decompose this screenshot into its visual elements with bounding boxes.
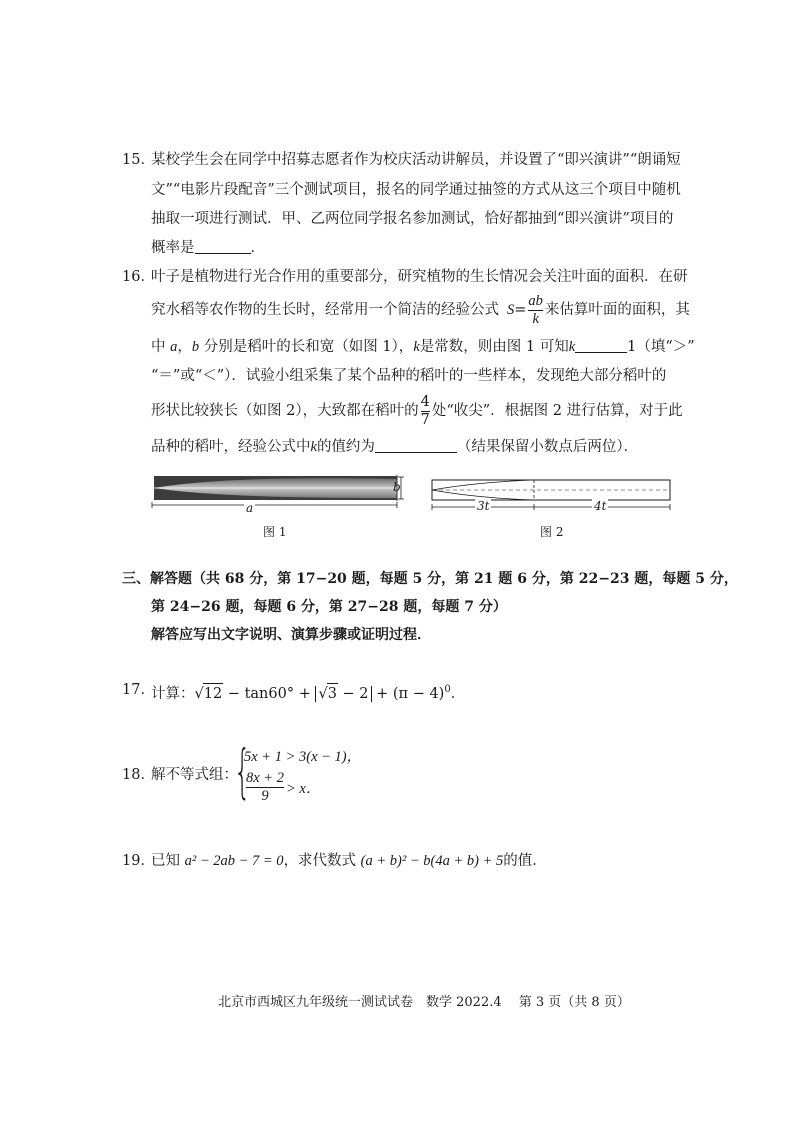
system-brace: { — [234, 737, 251, 805]
q16-line3-d: 是常数，则由图 1 可知 — [419, 339, 569, 355]
formula-numerator: ab — [528, 292, 543, 309]
formula-denominator: k — [532, 310, 539, 327]
q17-expression: 计算：$√12 - \tan 60^\circ + √3 - 2 + (\pi - 4)^0$． — [151, 684, 466, 702]
ineq2-numerator: 8x + 2 — [246, 770, 284, 786]
q16-line2-end: 来估算叶面的面积，其 — [544, 302, 690, 318]
inequality-1: 5x + 1 > 3(x − 1)， — [244, 749, 362, 765]
q19-expression: (a + b)² − b(4a + b) + 5 — [360, 853, 504, 869]
q15-number: 15． — [122, 152, 155, 168]
formula-fraction — [528, 293, 543, 328]
section-title: 三、解答题（共 68 分，第 17−20 题，每题 5 分，第 21 题 6 分，第 22−23 题，每题 5 分， — [122, 571, 738, 587]
q16-k-value-blank[interactable] — [375, 438, 457, 453]
figure1-label-b: b — [393, 480, 401, 494]
figure2-label-3t: 3t — [477, 499, 490, 513]
inequality-2 — [244, 770, 320, 805]
q19-post: 的值． — [503, 853, 547, 869]
q17-number: 17． — [122, 682, 155, 698]
figure1-label-a: a — [246, 501, 254, 515]
sqrt-3: 3 — [327, 683, 338, 704]
q17-end: ． — [450, 685, 466, 702]
q16-line5-end: 处“收尖”．根据图 2 进行估算，对于此 — [431, 403, 683, 419]
q16-line6 — [151, 437, 638, 457]
q16-line3-c: 分别是稻叶的长和宽（如图 1）， — [203, 339, 414, 355]
section-title-line2: 第 24−26 题，每题 6 分，第 27−28 题，每题 7 分） — [151, 599, 507, 615]
q19-pre: 已知 — [151, 853, 185, 869]
q19-given-equation: a² − 2ab − 7 = 0 — [184, 853, 284, 869]
formula-eq: = — [514, 302, 527, 318]
var-k-3: k — [310, 439, 317, 455]
q16-line5 — [151, 390, 683, 432]
var-k: k — [413, 339, 420, 355]
q17-prefix: 计算： — [151, 685, 195, 702]
q18-number: 18． — [122, 767, 155, 783]
four-sevenths-fraction — [421, 394, 430, 429]
q16-line6-text: 品种的稻叶，经验公式中 — [151, 439, 311, 455]
var-a: a — [170, 339, 178, 355]
q18-prefix: 解不等式组： — [151, 767, 238, 783]
q16-line3 — [151, 337, 695, 357]
formula-s: S — [507, 302, 515, 318]
abs-value: √3 − 2 — [315, 686, 371, 702]
q16-line1: 叶子是植物进行光合作用的重要部分，研究植物的生长情况会关注叶面的面积．在研 — [151, 269, 688, 285]
section-instruction: 解答应写出文字说明、演算步骤或证明过程． — [151, 627, 431, 643]
figure2-caption: 图 2 — [540, 525, 564, 539]
q16-line3-a: 中 — [151, 339, 166, 355]
q15-line4-end: ． — [250, 240, 265, 256]
q16-line6-mid: 的值约为 — [316, 439, 375, 455]
q17-tan-term: − tan60° + — [223, 685, 316, 702]
var-b: b — [191, 339, 200, 355]
fraction-numerator: 4 — [420, 393, 430, 410]
q15-line3: 抽取一项进行测试．甲、乙两位同学报名参加测试，恰好都抽到“即兴演讲”项目的 — [151, 211, 674, 227]
q16-line3-b: ， — [177, 339, 192, 355]
page-footer: 北京市西城区九年级统一测试试卷 数学 2022.4 第 3 页（共 8 页） — [218, 995, 630, 1010]
leaf-schematic — [426, 474, 676, 518]
q17-minus-2: − 2 — [337, 685, 369, 702]
q17-exponent: 0 — [444, 684, 451, 695]
ineq2-rhs: > x． — [285, 781, 321, 797]
q16-line5-text: 形状比较狭长（如图 2），大致都在稻叶的 — [151, 403, 419, 419]
rice-leaf-photo — [148, 470, 413, 518]
q15-line1: 某校学生会在同学中招募志愿者作为校庆活动讲解员，并设置了“即兴演讲”“朗诵短 — [151, 152, 681, 168]
sqrt-12: 12 — [203, 683, 223, 704]
q16-line6-end: （结果保留小数点后两位）． — [456, 439, 639, 455]
figure2-label-4t: 4t — [594, 499, 607, 513]
q15-line4-text: 概率是 — [151, 240, 195, 256]
ineq2-denominator: 9 — [246, 787, 284, 805]
q19-mid: ，求代数式 — [283, 853, 361, 869]
q19-text — [151, 851, 547, 871]
q16-number: 16． — [122, 269, 155, 285]
q16-line4: “＝”或“＜”）．试验小组采集了某个品种的稻叶的一些样本，发现绝大部分稻叶的 — [151, 368, 667, 384]
q15-line4 — [151, 238, 265, 258]
q16-line3-e: 1（填“＞” — [627, 339, 695, 355]
q16-line2 — [151, 290, 690, 330]
figure1-caption: 图 1 — [263, 525, 287, 539]
q16-line2-text: 究水稻等农作物的生长时，经常用一个简洁的经验公式 — [151, 302, 499, 318]
q15-line2: 文”“电影片段配音”三个测试项目，报名的同学通过抽签的方式从这三个项目中随机 — [151, 182, 681, 198]
q19-number: 19． — [122, 853, 155, 869]
fraction-denominator: 7 — [420, 411, 430, 428]
var-k-2: k — [568, 339, 576, 355]
q17-pi-term: + (π − 4) — [371, 685, 445, 702]
q15-answer-blank[interactable] — [195, 239, 251, 254]
q16-compare-blank[interactable] — [575, 338, 627, 353]
inequality-2-fraction — [246, 770, 284, 805]
